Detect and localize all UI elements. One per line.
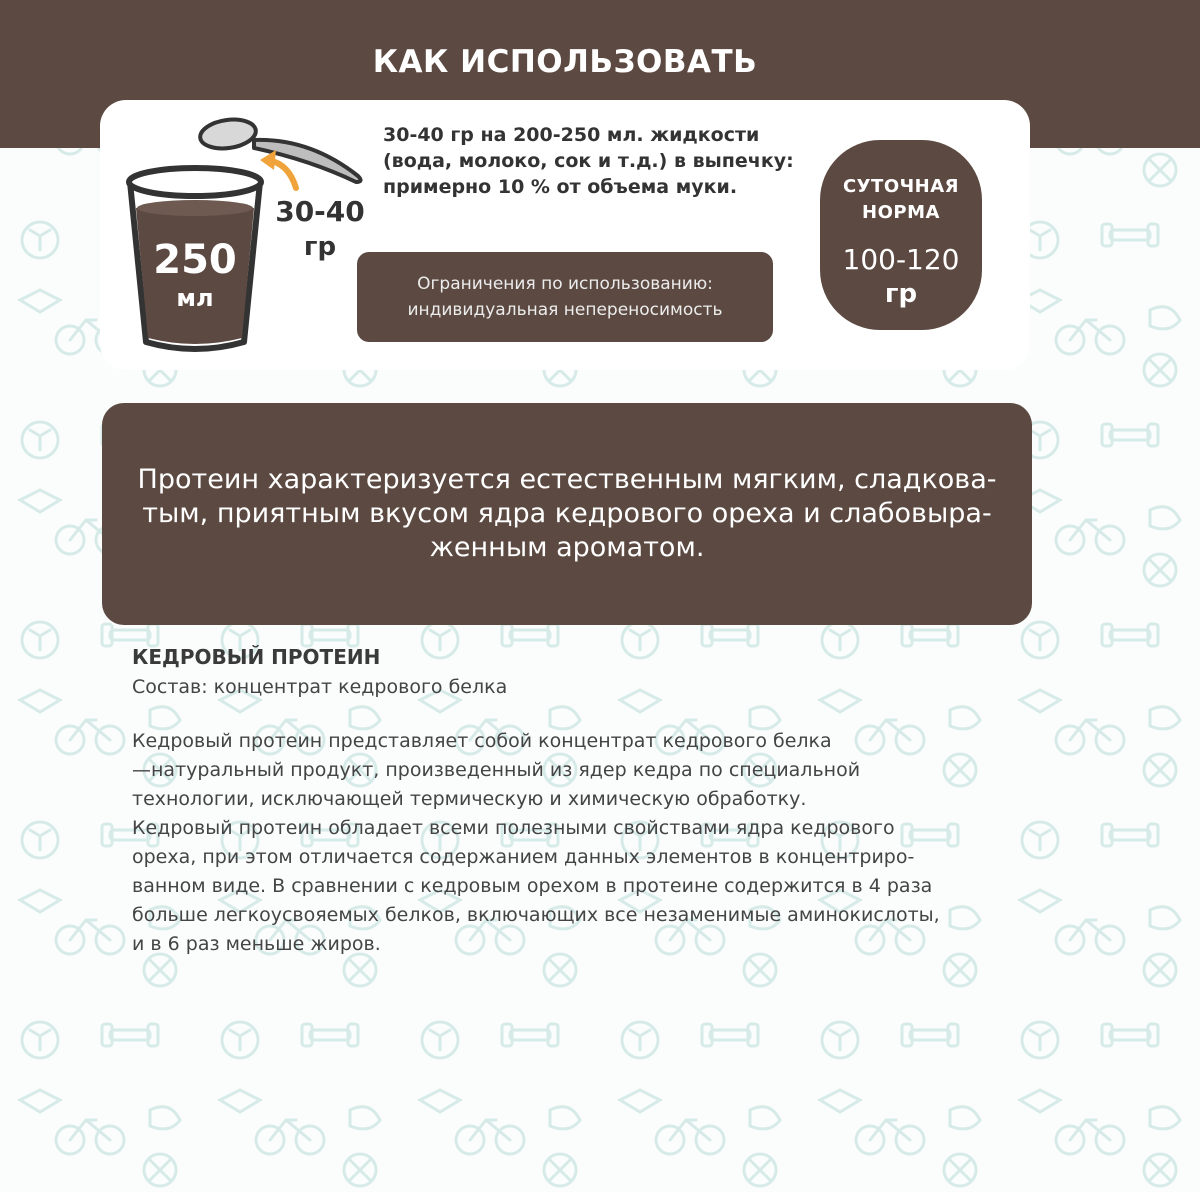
taste-line: Протеин характеризуется естественным мягким, сладкова- — [137, 464, 997, 495]
daily-norm-value: 100-120 — [842, 243, 960, 276]
description-line: Кедровый протеин обладает всеми полезными свойствами ядра кедрового — [132, 817, 895, 839]
daily-norm-box — [820, 140, 982, 330]
daily-norm-unit: гр — [884, 279, 918, 309]
taste-description-box — [102, 403, 1032, 625]
restriction-line: Ограничения по использованию: — [417, 274, 713, 294]
cup-unit: мл — [176, 284, 214, 312]
instruction-line: (вода, молоко, сок и т.д.) в выпечку: — [383, 150, 794, 172]
description-line: Кедровый протеин представляет собой концентрат кедрового белка — [132, 730, 832, 752]
instruction-line: 30-40 гр на 200-250 мл. жидкости — [383, 124, 760, 146]
daily-norm-label-line1: СУТОЧНАЯ — [842, 176, 960, 197]
product-title: КЕДРОВЫЙ ПРОТЕИН — [132, 645, 381, 669]
dose-unit: гр — [303, 232, 337, 262]
description-line: технологии, исключающей термическую и химическую обработку. — [132, 788, 807, 810]
cup-volume: 250 — [153, 237, 237, 283]
taste-line: тым, приятным вкусом ядра кедрового ореха и слабовыра- — [142, 498, 992, 529]
taste-line: женным ароматом. — [429, 532, 705, 563]
description-line: и в 6 раз меньше жиров. — [132, 933, 381, 955]
description-line: ванном виде. В сравнении с кедровым орехом в протеине содержится в 4 раза — [132, 875, 933, 897]
description-line: ореха, при этом отличается содержанием данных элементов в концентриро- — [132, 846, 915, 868]
description-line: больше легкоусвояемых белков, включающих все незаменимые аминокислоты, — [132, 904, 940, 926]
instruction-line: примерно 10 % от объема муки. — [383, 176, 738, 198]
usage-instructions — [383, 122, 803, 200]
daily-norm-label — [820, 174, 982, 226]
daily-norm-label-line2: НОРМА — [862, 202, 940, 223]
page-title: КАК ИСПОЛЬЗОВАТЬ — [372, 44, 758, 80]
description-line: —натуральный продукт, произведенный из ядер кедра по специальной — [132, 759, 861, 781]
product-description — [132, 727, 1052, 959]
restrictions-box — [357, 252, 773, 342]
product-composition: Состав: концентрат кедрового белка — [132, 676, 508, 698]
dose-value: 30-40 — [275, 195, 365, 228]
restriction-line: индивидуальная непереносимость — [407, 300, 723, 320]
